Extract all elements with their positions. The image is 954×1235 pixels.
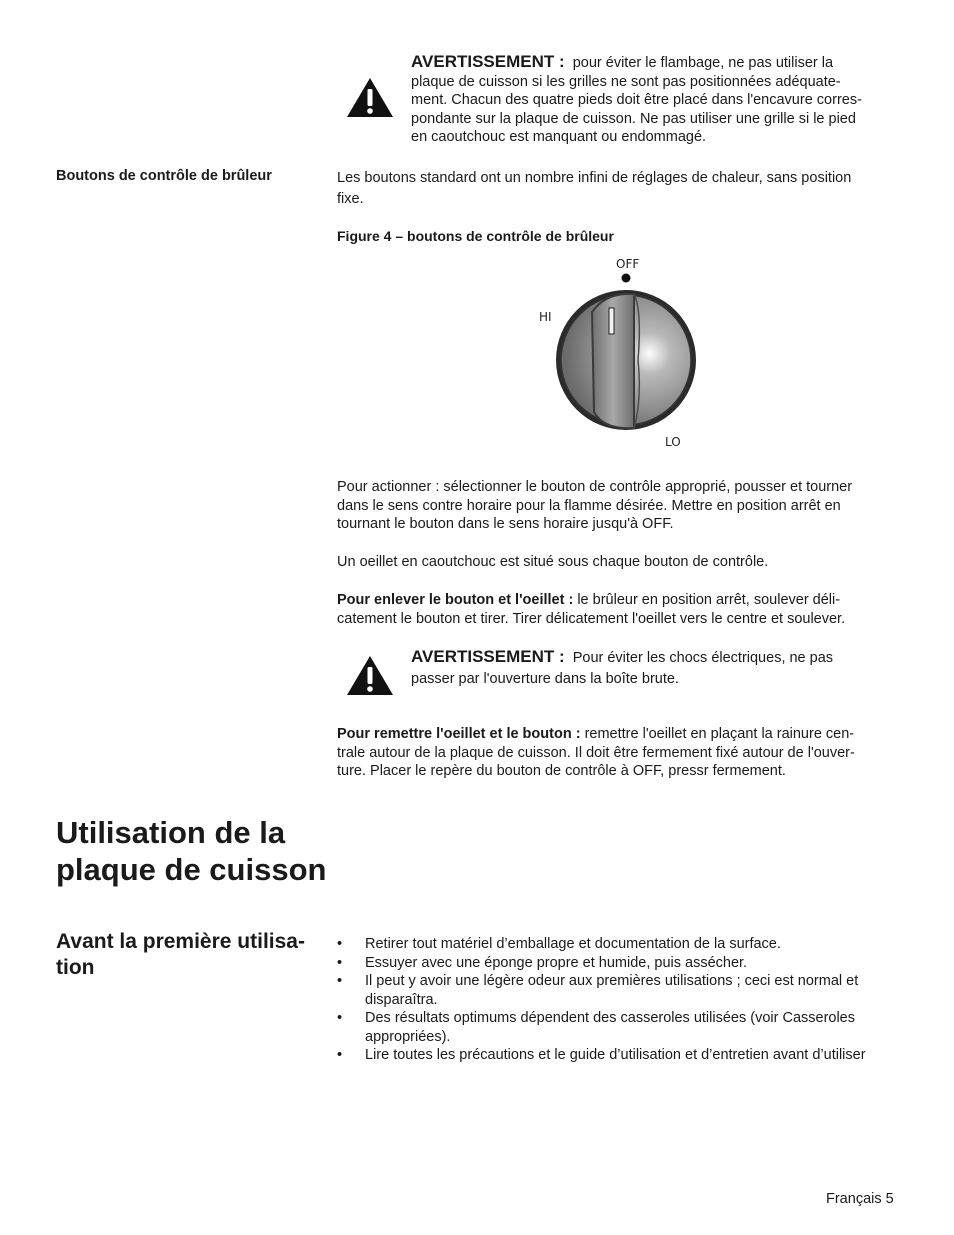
subsection-heading-line: tion xyxy=(56,956,95,979)
list-item-text: appropriées). xyxy=(365,1028,451,1045)
figure-caption: Figure 4 – boutons de contrôle de brûleur xyxy=(337,228,614,244)
subsection-heading-line: Avant la première utilisa- xyxy=(56,930,305,953)
warning-line: ment. Chacun des quatre pieds doit être placé dans l'encavure corres- xyxy=(411,92,862,108)
dial-label-lo: LO xyxy=(665,435,681,449)
off-indicator-dot xyxy=(622,274,631,283)
warning-line: passer par l'ouverture dans la boîte brute. xyxy=(411,670,679,687)
bullet-symbol: • xyxy=(337,936,343,952)
list-item-text: Retirer tout matériel d’emballage et documentation de la surface. xyxy=(365,936,781,952)
paragraph-line: catement le bouton et tirer. Tirer délicatement l'oeillet vers le centre et soulever. xyxy=(337,610,846,627)
list-item-text: Des résultats optimums dépendent des casseroles utilisées (voir Casseroles xyxy=(365,1010,855,1026)
list-item-text: Il peut y avoir une légère odeur aux premières utilisations ; ceci est normal et xyxy=(365,973,859,989)
section-title xyxy=(56,814,326,888)
warning-line: plaque de cuisson si les grilles ne sont pas positionnées adéquate- xyxy=(411,73,841,90)
remove-knob-lead: Pour enlever le bouton et l'oeillet : xyxy=(337,592,574,608)
replace-knob-lead: Pour remettre l'oeillet et le bouton : xyxy=(337,726,581,742)
paragraph-line: dans le sens contre horaire pour la flamme désirée. Mettre en position arrêt en xyxy=(337,497,841,514)
replace-knob-paragraph xyxy=(337,725,907,781)
section-title-line: Utilisation de la xyxy=(56,815,286,850)
burner-knob-graphic xyxy=(530,250,730,455)
paragraph-line: Pour actionner : sélectionner le bouton de contrôle approprié, pousser et tourner xyxy=(337,479,853,495)
bullet-symbol: • xyxy=(337,973,343,989)
list-item-text: disparaîtra. xyxy=(365,991,438,1008)
subsection-heading-first-use xyxy=(56,929,305,981)
list-item xyxy=(337,972,912,1009)
warning-label: AVERTISSEMENT : xyxy=(411,647,565,666)
warning-text: Pour éviter les chocs électriques, ne pas xyxy=(572,650,834,666)
bullet-symbol: • xyxy=(337,954,343,971)
warning-block-electric xyxy=(411,648,911,688)
page-number: Français 5 xyxy=(826,1191,894,1207)
paragraph-text: remettre l'oeillet en plaçant la rainure cen- xyxy=(584,726,855,742)
section-title-line: plaque de cuisson xyxy=(56,852,327,887)
grommet-paragraph: Un oeillet en caoutchouc est situé sous chaque bouton de contrôle. xyxy=(337,554,769,570)
paragraph-line: fixe. xyxy=(337,191,364,207)
paragraph-text: le brûleur en position arrêt, soulever déli- xyxy=(577,592,841,608)
first-use-bullet-list xyxy=(337,935,912,1065)
list-item xyxy=(337,1009,912,1046)
warning-text: pour éviter le flambage, ne pas utiliser la xyxy=(572,55,834,71)
warning-line: en caoutchouc est manquant ou endommagé. xyxy=(411,129,707,145)
warning-line: pondante sur la plaque de cuisson. Ne pas utiliser une grille si le pied xyxy=(411,110,856,127)
paragraph-line: Les boutons standard ont un nombre infini de réglages de chaleur, sans position xyxy=(337,170,852,186)
warning-triangle-icon xyxy=(345,654,395,698)
warning-label: AVERTISSEMENT : xyxy=(411,52,565,71)
burner-knob-figure xyxy=(530,250,730,455)
intro-paragraph xyxy=(337,168,907,210)
operation-paragraph xyxy=(337,478,907,534)
list-item-text: Essuyer avec une éponge propre et humide, puis assécher. xyxy=(365,954,748,971)
dial-label-off: OFF xyxy=(616,257,640,271)
warning-triangle-icon xyxy=(345,76,395,120)
side-heading-burner-controls: Boutons de contrôle de brûleur xyxy=(56,168,272,184)
remove-knob-paragraph xyxy=(337,591,907,628)
paragraph-line: ture. Placer le repère du bouton de contrôle à OFF, pressr fermement. xyxy=(337,763,786,779)
paragraph-line: trale autour de la plaque de cuisson. Il doit être fermement fixé autour de l'ouver- xyxy=(337,744,855,761)
dial-label-hi: HI xyxy=(539,310,552,324)
warning-block-grilles xyxy=(411,53,911,147)
bullet-symbol: • xyxy=(337,1010,343,1026)
list-item xyxy=(337,1046,912,1065)
paragraph-line: tournant le bouton dans le sens horaire jusqu'à OFF. xyxy=(337,516,674,532)
list-item xyxy=(337,935,912,954)
list-item xyxy=(337,954,912,973)
list-item-text: Lire toutes les précautions et le guide d’utilisation et d’entretien avant d’utiliser xyxy=(365,1047,866,1063)
bullet-symbol: • xyxy=(337,1047,343,1063)
